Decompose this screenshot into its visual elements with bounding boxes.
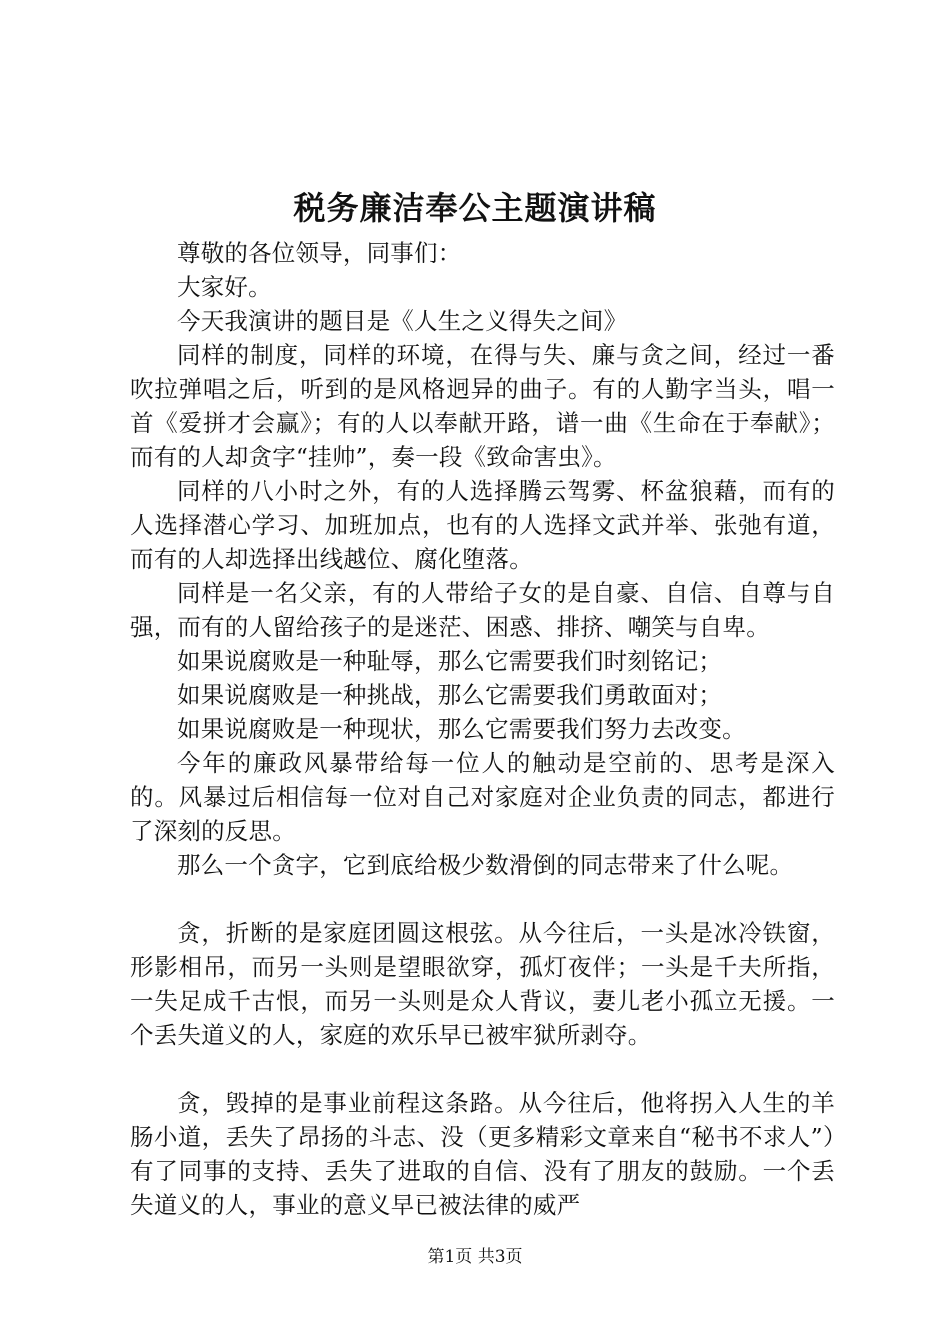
document-title: 税务廉洁奉公主题演讲稿	[293, 189, 657, 227]
paragraph-father: 同样是一名父亲，有的人带给子女的是自豪、自信、自尊与自强，而有的人留给孩子的是迷茫、困惑、排挤、嘲笑与自卑。	[130, 579, 835, 641]
paragraph-challenge: 如果说腐败是一种挑战，那么它需要我们勇敢面对；	[177, 681, 723, 709]
paragraph-greeting: 尊敬的各位领导，同事们：	[177, 239, 462, 267]
document-body	[130, 236, 835, 1222]
paragraph-shame: 如果说腐败是一种耻辱，那么它需要我们时刻铭记；	[177, 647, 723, 675]
paragraph-career: 贪，毁掉的是事业前程这条路。从今往后，他将拐入人生的羊肠小道，丢失了昂扬的斗志、没（更多精彩文章来自“秘书不求人”）有了同事的支持、丢失了进取的自信、没有了朋友的鼓励。一个丢失道义的人，事业的意义早已被法律的威严	[130, 1089, 835, 1219]
paragraph-hello: 大家好。	[177, 273, 272, 301]
paragraph-after-hours: 同样的八小时之外，有的人选择腾云驾雾、杯盆狼藉，而有的人选择潜心学习、加班加点，也有的人选择文武并举、张弛有道，而有的人却选择出线越位、腐化堕落。	[130, 477, 835, 573]
paragraph-question: 那么一个贪字，它到底给极少数滑倒的同志带来了什么呢。	[177, 851, 794, 879]
paragraph-same-system: 同样的制度，同样的环境，在得与失、廉与贪之间，经过一番吹拉弹唱之后，听到的是风格迥异的曲子。有的人勤字当头，唱一首《爱拼才会赢》；有的人以奉献开路，谱一曲《生命在于奉献》；而有的人却贪字“挂帅”，奏一段《致命害虫》。	[130, 341, 835, 471]
paragraph-status-quo: 如果说腐败是一种现状，那么它需要我们努力去改变。	[177, 715, 746, 743]
paragraph-storm: 今年的廉政风暴带给每一位人的触动是空前的、思考是深入的。风暴过后相信每一位对自己对家庭对企业负责的同志，都进行了深刻的反思。	[130, 749, 835, 845]
paragraph-family: 贪，折断的是家庭团圆这根弦。从今往后，一头是冰冷铁窗，形影相吊，而另一头则是望眼欲穿，孤灯夜伴；一头是千夫所指，一失足成千古恨，而另一头则是众人背议，妻儿老小孤立无援。一个丢失道义的人，家庭的欢乐早已被牢狱所剥夺。	[130, 919, 835, 1049]
paragraph-topic: 今天我演讲的题目是《人生之义得失之间》	[177, 307, 628, 335]
page-footer: 第1页 共3页	[427, 1247, 523, 1267]
